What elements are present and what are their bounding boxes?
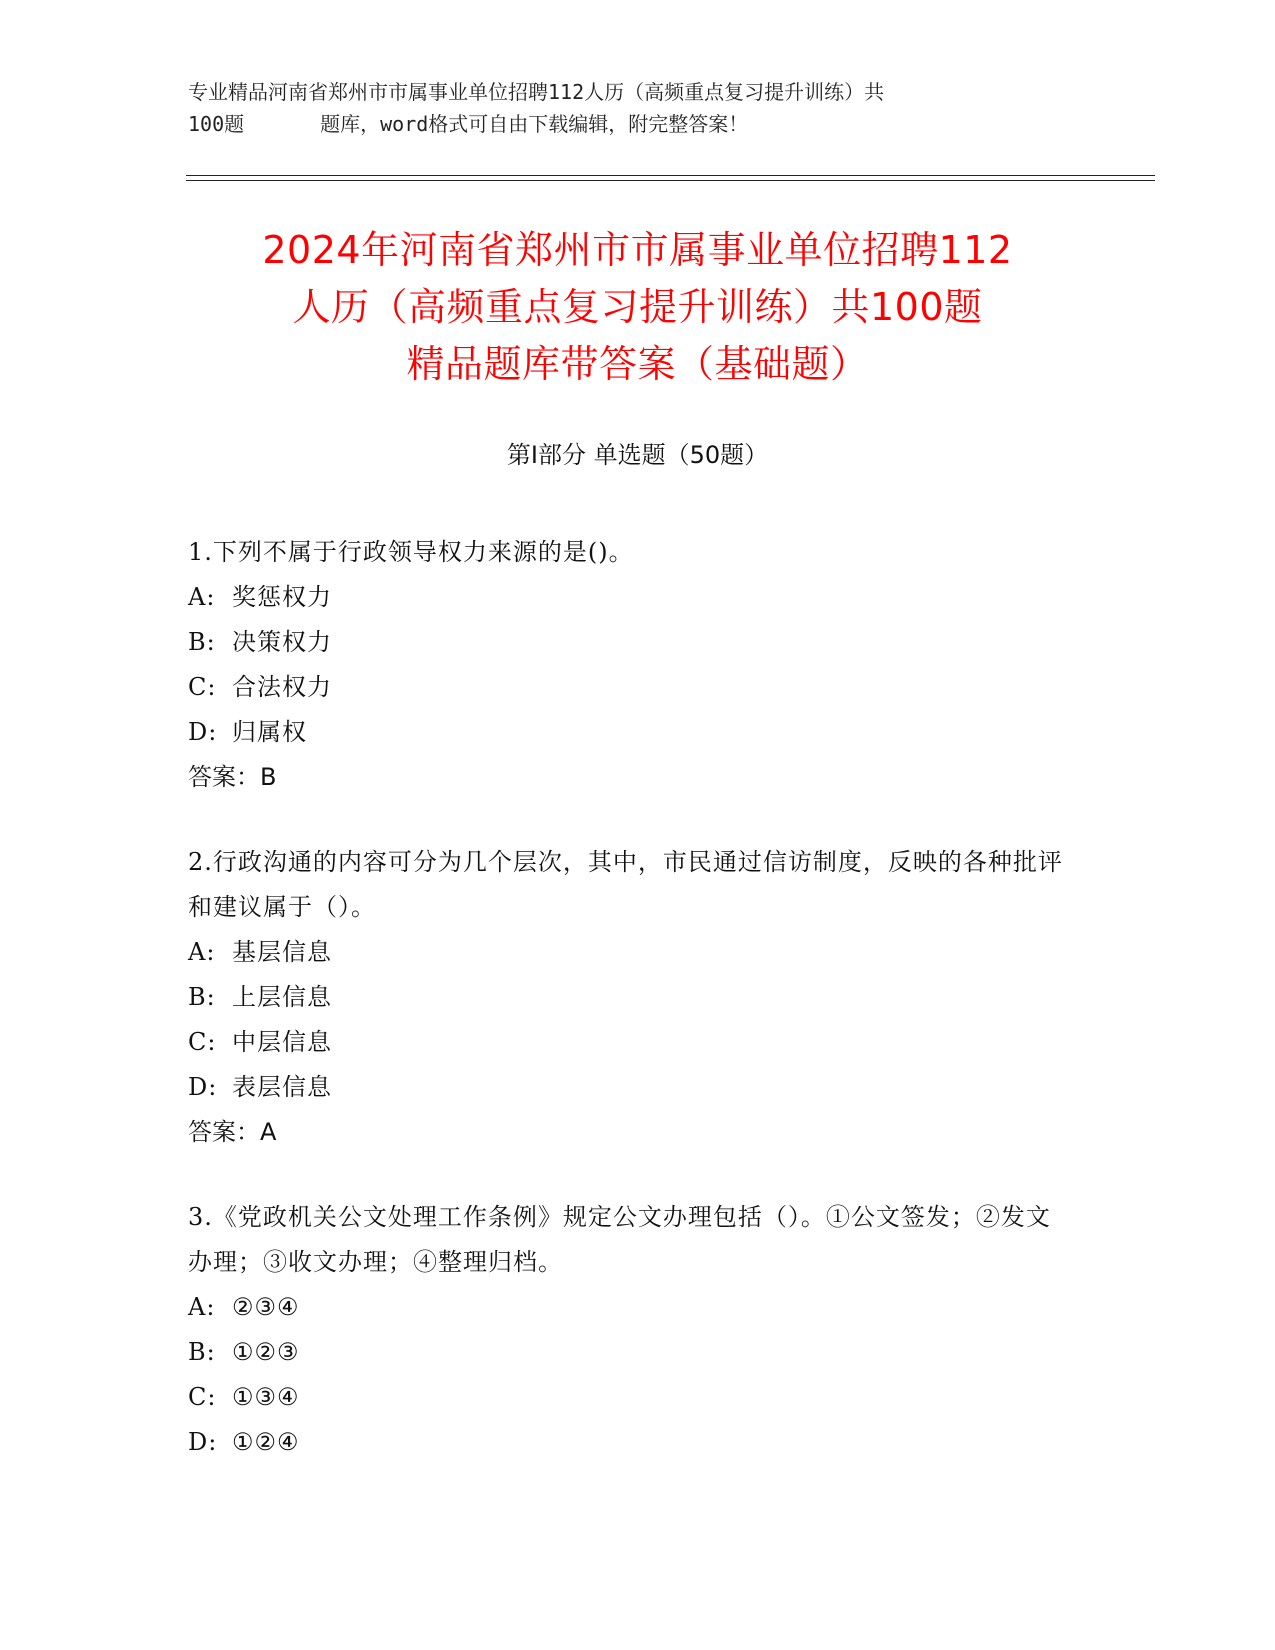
option-text: ①②④ (232, 1428, 300, 1456)
option-text: 决策权力 (232, 628, 332, 656)
header-line-2-right: 题库，word格式可自由下载编辑，附完整答案！ (320, 112, 749, 136)
option-key: A: (188, 938, 216, 966)
option-key: B: (188, 983, 216, 1011)
question-2 (188, 840, 1068, 1155)
option-text: 合法权力 (232, 673, 332, 701)
header-line-2 (188, 108, 1068, 140)
option-d (188, 1065, 1068, 1110)
question-list (188, 530, 1068, 1505)
option-key: B: (188, 1338, 216, 1366)
answer-line: 答案：A (188, 1118, 277, 1146)
option-a (188, 575, 1068, 620)
option-text: ②③④ (232, 1293, 300, 1321)
option-text: ①③④ (232, 1383, 300, 1411)
option-key: C: (188, 673, 217, 701)
option-d (188, 710, 1068, 755)
option-text: 基层信息 (232, 938, 332, 966)
option-c (188, 1020, 1068, 1065)
document-title (150, 222, 1125, 393)
option-c (188, 665, 1068, 710)
option-text: 归属权 (232, 718, 307, 746)
option-key: A: (188, 583, 216, 611)
option-b (188, 1330, 1068, 1375)
section-title: 第Ⅰ部分 单选题（50题） (506, 441, 769, 469)
option-key: C: (188, 1028, 217, 1056)
header-rule-lower (186, 180, 1155, 181)
header-line-2-left: 100题 (188, 112, 245, 136)
question-1 (188, 530, 1068, 800)
header-note (188, 76, 1068, 140)
option-text: ①②③ (232, 1338, 300, 1366)
question-stem: 1.下列不属于行政领导权力来源的是()。 (188, 538, 634, 566)
option-c (188, 1375, 1068, 1420)
header-line-1: 专业精品河南省郑州市市属事业单位招聘112人历（高频重点复习提升训练）共 (188, 80, 885, 104)
option-text: 中层信息 (232, 1028, 332, 1056)
option-d (188, 1420, 1068, 1465)
option-b (188, 975, 1068, 1020)
header-rule-upper (186, 175, 1155, 176)
title-line-3: 精品题库带答案（基础题） (406, 342, 869, 386)
option-text: 表层信息 (232, 1073, 332, 1101)
option-text: 上层信息 (232, 983, 332, 1011)
option-b (188, 620, 1068, 665)
title-line-2: 人历（高频重点复习提升训练）共100题 (292, 285, 983, 329)
answer-line: 答案：B (188, 763, 277, 791)
option-text: 奖惩权力 (232, 583, 332, 611)
option-key: D: (188, 1428, 218, 1456)
question-stem: 2.行政沟通的内容可分为几个层次，其中，市民通过信访制度，反映的各种批评和建议属于（）。 (188, 848, 1063, 921)
title-line-1: 2024年河南省郑州市市属事业单位招聘112 (262, 228, 1013, 272)
question-stem: 3.《党政机关公文处理工作条例》规定公文办理包括（）。①公文签发；②发文办理；③收文办理；④整理归档。 (188, 1203, 1051, 1276)
option-a (188, 1285, 1068, 1330)
option-key: D: (188, 718, 218, 746)
option-key: B: (188, 628, 216, 656)
option-key: A: (188, 1293, 216, 1321)
option-key: C: (188, 1383, 217, 1411)
option-a (188, 930, 1068, 975)
question-3 (188, 1195, 1068, 1465)
option-key: D: (188, 1073, 218, 1101)
